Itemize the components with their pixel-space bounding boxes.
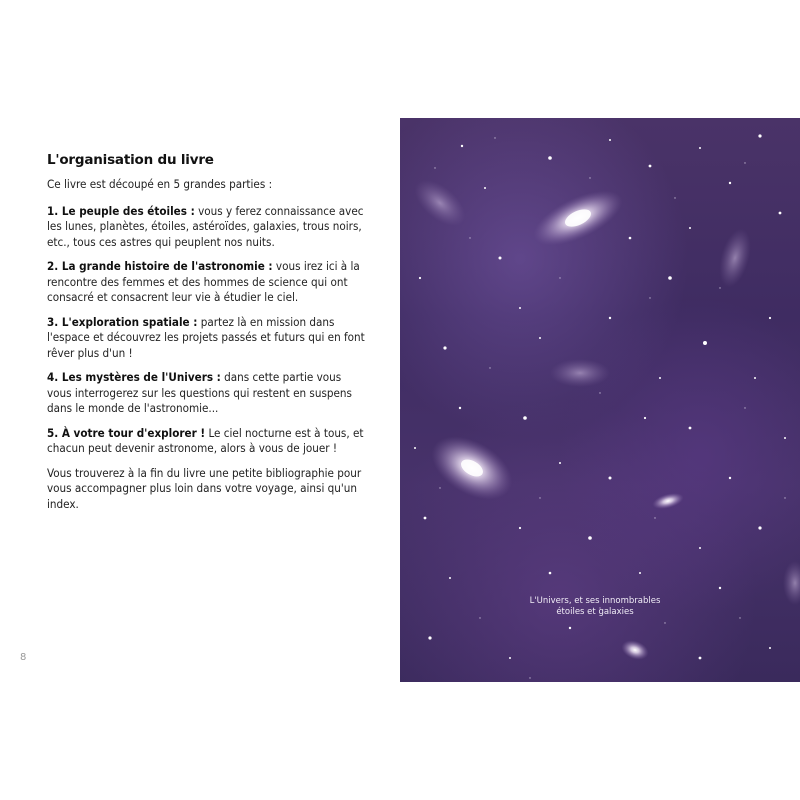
list-item	[47, 370, 367, 417]
item-title: 2. La grande histoire de l'astronomie :	[47, 259, 273, 273]
item-text: vous y ferez connaissance avec les lunes, planètes, étoiles, astéroïdes, galaxies, trous noirs, etc., tous ces astres qui peuplent nos nuits.	[47, 203, 364, 249]
intro-paragraph: Ce livre est découpé en 5 grandes parties :	[47, 177, 273, 191]
galaxy-large-top	[526, 180, 630, 257]
caption-line-1: L'Univers, et ses innombrables	[529, 596, 661, 606]
page-heading: L'organisation du livre	[47, 152, 214, 168]
galaxy-right-upper	[714, 225, 757, 290]
galaxy-edge-right	[783, 561, 800, 605]
page-number: 8	[20, 652, 27, 663]
item-title: 1. Le peuple des étoiles :	[47, 203, 195, 218]
caption-line-2: étoiles et galaxies	[556, 607, 634, 617]
closing-paragraph: Vous trouverez à la fin du livre une petite bibliographie pour vous accompagner plus loin dans votre voyage, ainsi qu'un index.	[47, 465, 362, 511]
galaxy-center	[550, 359, 610, 387]
list-item	[47, 426, 367, 457]
item-title: 4. Les mystères de l'Univers :	[47, 370, 221, 384]
image-caption	[520, 596, 670, 618]
item-text: partez là en mission dans l'espace et découvrez les projets passés et futurs qui en font rêver plus d'un !	[47, 314, 365, 360]
item-text: Le ciel nocturne est à tous, et chacun peut devenir astronome, alors à vous de jouer !	[47, 425, 364, 455]
left-page	[0, 118, 400, 682]
list-item	[47, 259, 367, 306]
item-title: 3. L'exploration spatiale :	[47, 314, 198, 329]
galaxy-bottom	[619, 637, 651, 663]
right-page-image	[400, 118, 800, 682]
item-text: vous irez ici à la rencontre des femmes et des hommes de science qui ont consacré et consacrent leur vie à étudier le ciel.	[47, 259, 360, 304]
galaxy-top-left	[407, 171, 474, 234]
item-title: 5. À votre tour d'explorer !	[47, 425, 206, 440]
item-text: dans cette partie vous vous interrogerez sur les questions qui restent en suspens dans le monde de l'astronomie...	[47, 370, 352, 415]
galaxy-left-mid	[421, 423, 523, 512]
parts-list	[47, 204, 367, 457]
text-column	[47, 152, 367, 512]
galaxy-small-right	[651, 490, 686, 512]
list-item	[47, 204, 367, 251]
list-item	[47, 315, 367, 362]
